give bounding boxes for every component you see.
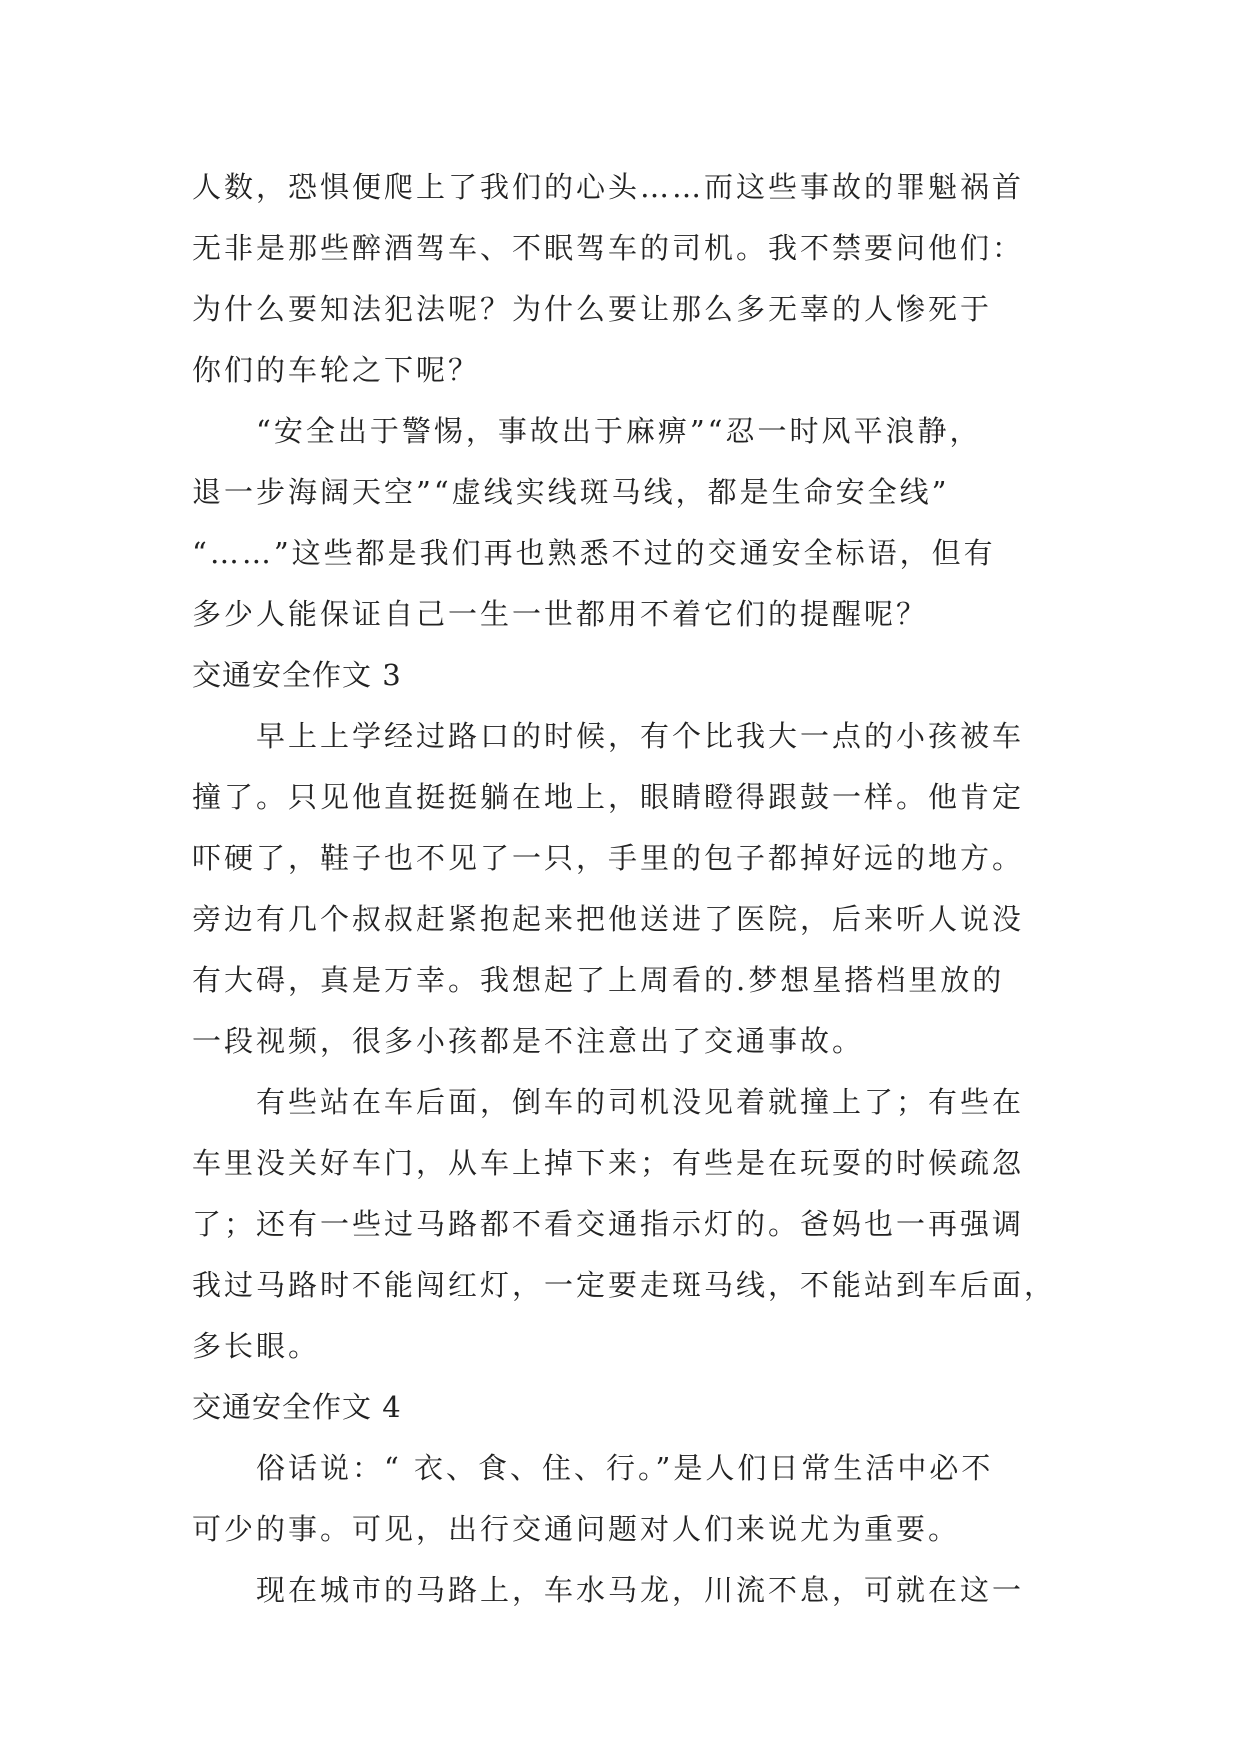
text-line: 为什么要知法犯法呢？为什么要让那么多无辜的人惨死于	[192, 292, 993, 326]
document-body	[192, 157, 1057, 1621]
text-line: 俗话说：“ 衣、食、住、行。”是人们日常生活中必不	[256, 1451, 994, 1485]
text-line: 现在城市的马路上，车水马龙，川流不息，可就在这一	[256, 1573, 1025, 1607]
text-line: 车里没关好车门，从车上掉下来；有些是在玩耍的时候疏忽	[192, 1146, 1025, 1180]
text-line: 旁边有几个叔叔赶紧抱起来把他送进了医院，后来听人说没	[192, 902, 1025, 936]
text-line: 你们的车轮之下呢？	[192, 353, 481, 387]
text-line: 吓硬了，鞋子也不见了一只，手里的包子都掉好远的地方。	[192, 841, 1025, 875]
section-heading: 交通安全作文 3	[192, 658, 402, 692]
text-line: 撞了。只见他直挺挺躺在地上，眼睛瞪得跟鼓一样。他肯定	[192, 780, 1025, 814]
text-line: 有大碍，真是万幸。我想起了上周看的.梦想星搭档里放的	[192, 963, 1005, 997]
text-line: 了；还有一些过马路都不看交通指示灯的。爸妈也一再强调	[192, 1207, 1025, 1241]
text-line: 可少的事。可见，出行交通问题对人们来说尤为重要。	[192, 1512, 961, 1546]
text-line: “安全出于警惕，事故出于麻痹”“忍一时风平浪静，	[256, 414, 982, 448]
text-line: 一段视频，很多小孩都是不注意出了交通事故。	[192, 1024, 865, 1058]
text-line: “……”这些都是我们再也熟悉不过的交通安全标语，但有	[192, 536, 996, 570]
text-line: 多少人能保证自己一生一世都用不着它们的提醒呢？	[192, 597, 929, 631]
text-line: 多长眼。	[192, 1329, 321, 1363]
text-line: 早上上学经过路口的时候，有个比我大一点的小孩被车	[256, 719, 1025, 753]
text-line: 人数，恐惧便爬上了我们的心头……而这些事故的罪魁祸首	[192, 170, 1025, 204]
text-line: 我过马路时不能闯红灯，一定要走斑马线，不能站到车后面，	[192, 1268, 1057, 1302]
text-line: 有些站在车后面，倒车的司机没见着就撞上了；有些在	[256, 1085, 1025, 1119]
text-line: 无非是那些醉酒驾车、不眠驾车的司机。我不禁要问他们：	[192, 231, 1025, 265]
text-line: 退一步海阔天空”“虚线实线斑马线，都是生命安全线”	[192, 475, 950, 509]
section-heading: 交通安全作文 4	[192, 1390, 402, 1424]
